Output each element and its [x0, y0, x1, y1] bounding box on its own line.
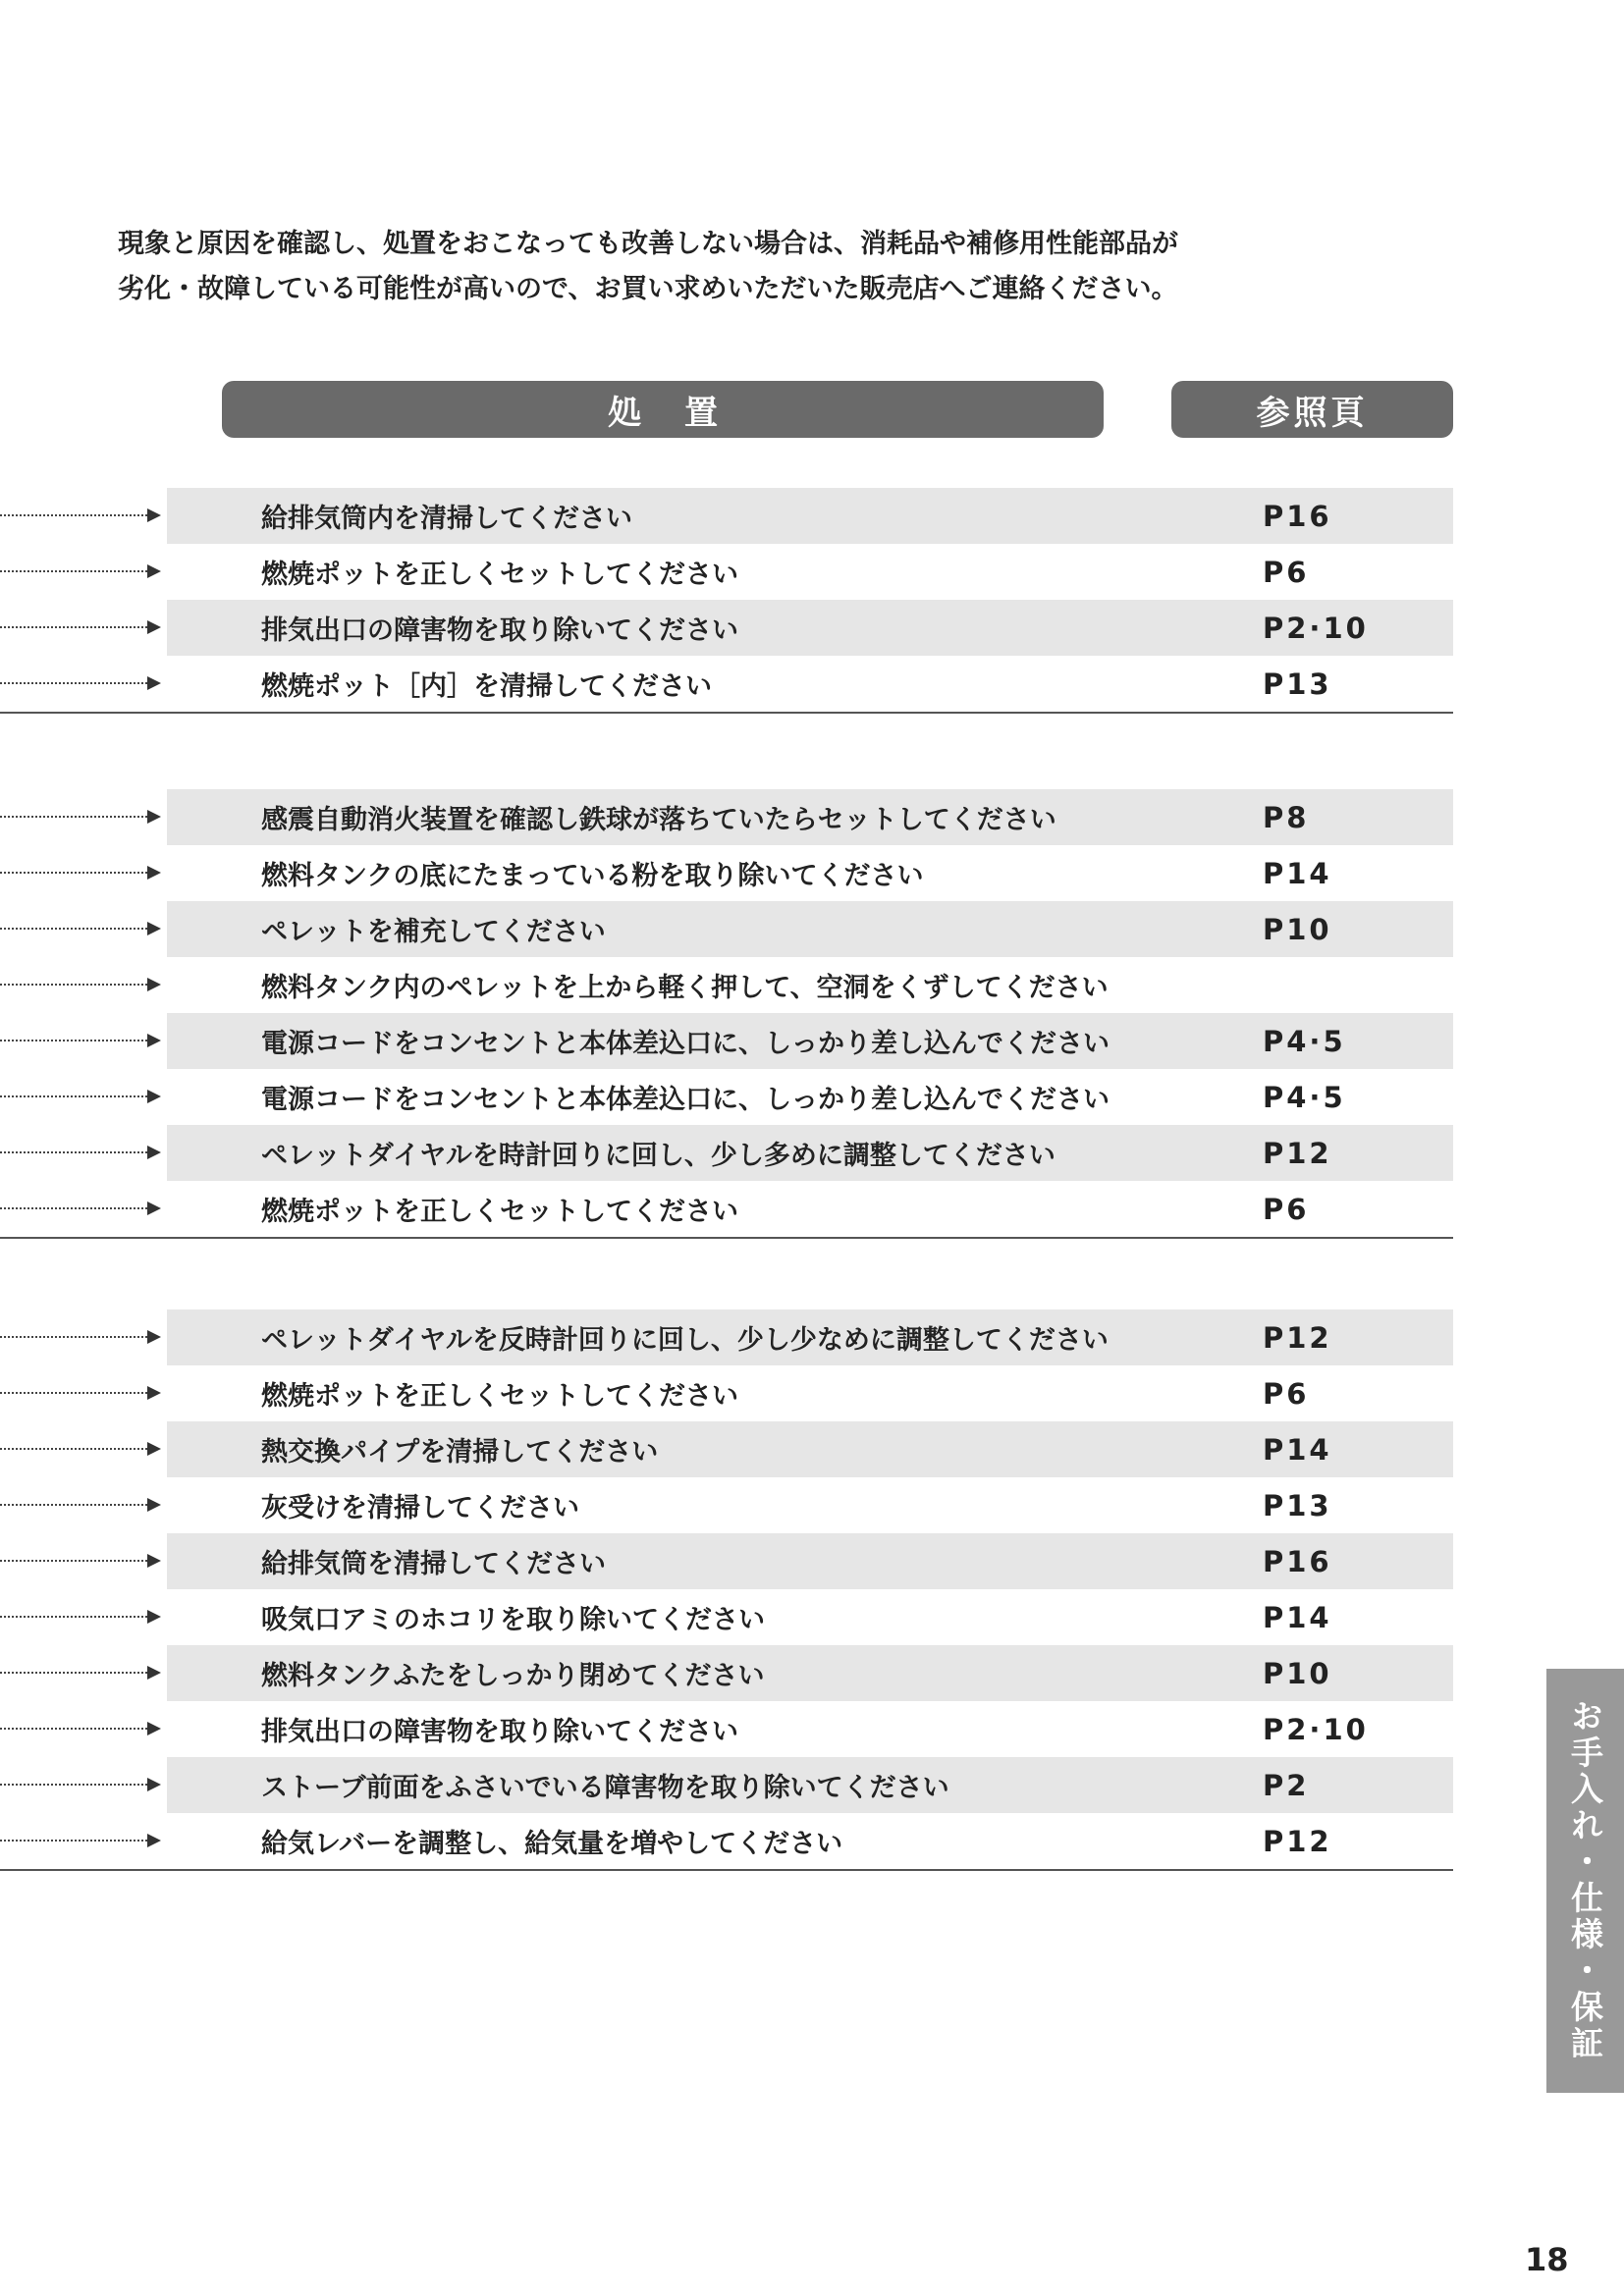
arrow-right-icon — [147, 1610, 161, 1624]
dotted-leader-line — [0, 1040, 147, 1041]
arrow-right-icon — [147, 1666, 161, 1680]
reference-page: P6 — [1263, 555, 1310, 589]
table-row — [0, 1365, 1453, 1421]
remedy-action: ペレットを補充してください — [261, 917, 606, 947]
dotted-leader-line — [0, 928, 147, 930]
remedy-action: 燃料タンク内のペレットを上から軽く押して、空洞をくずしてください — [261, 973, 1109, 1003]
dotted-leader-line — [0, 1207, 147, 1209]
table-row — [0, 1421, 1453, 1477]
reference-page: P8 — [1263, 800, 1310, 834]
reference-page: P6 — [1263, 1376, 1310, 1411]
dotted-leader-line — [0, 1095, 147, 1097]
remedy-action: 吸気口アミのホコリを取り除いてください — [261, 1605, 765, 1635]
arrow-right-icon — [147, 1442, 161, 1456]
intro-line-2: 劣化・故障している可能性が高いので、お買い求めいただいた販売店へご連絡ください。 — [118, 274, 1178, 304]
dotted-leader-line — [0, 514, 147, 516]
remedy-action: 電源コードをコンセントと本体差込口に、しっかり差し込んでください — [261, 1029, 1110, 1059]
arrow-right-icon — [147, 564, 161, 578]
dotted-leader-line — [0, 816, 147, 818]
dotted-leader-line — [0, 570, 147, 572]
reference-page: P4·5 — [1263, 1024, 1346, 1058]
remedy-action: ペレットダイヤルを時計回りに回し、少し多めに調整してください — [261, 1141, 1056, 1171]
table-row — [0, 488, 1453, 544]
remedy-action: 燃焼ポットを正しくセットしてください — [261, 1381, 738, 1412]
table-row — [0, 1813, 1453, 1869]
arrow-right-icon — [147, 676, 161, 690]
arrow-right-icon — [147, 1498, 161, 1512]
table-row — [0, 1757, 1453, 1813]
arrow-right-icon — [147, 1090, 161, 1103]
remedy-action: 燃焼ポットを正しくセットしてください — [261, 1197, 738, 1227]
reference-page: P4·5 — [1263, 1080, 1346, 1114]
reference-page: P12 — [1263, 1824, 1332, 1858]
remedy-action: 排気出口の障害物を取り除いてください — [261, 615, 738, 646]
dotted-leader-line — [0, 984, 147, 986]
dotted-leader-line — [0, 682, 147, 684]
table-row — [0, 1589, 1453, 1645]
reference-page: P13 — [1263, 667, 1332, 701]
arrow-right-icon — [147, 810, 161, 824]
dotted-leader-line — [0, 1336, 147, 1338]
reference-page: P14 — [1263, 856, 1332, 890]
arrow-right-icon — [147, 1722, 161, 1735]
remedy-action: 感震自動消火装置を確認し鉄球が落ちていたらセットしてください — [261, 805, 1056, 835]
reference-page: P2·10 — [1263, 611, 1369, 645]
remedy-action: 熱交換パイプを清掃してください — [261, 1437, 659, 1468]
reference-page: P2·10 — [1263, 1712, 1369, 1746]
arrow-right-icon — [147, 866, 161, 880]
page-number: 18 — [1525, 2241, 1569, 2278]
dotted-leader-line — [0, 1616, 147, 1618]
section-side-tab-label: お手入れ・仕様・保証 — [1566, 1699, 1604, 2062]
arrow-right-icon — [147, 1201, 161, 1215]
reference-page: P13 — [1263, 1488, 1332, 1522]
table-row — [0, 789, 1453, 845]
table-row — [0, 901, 1453, 957]
table-row — [0, 1477, 1453, 1533]
table-row — [0, 1069, 1453, 1125]
remedy-action: 給排気筒内を清掃してください — [261, 504, 632, 534]
reference-page: P2 — [1263, 1768, 1310, 1802]
dotted-leader-line — [0, 1728, 147, 1730]
remedy-action: 燃料タンクふたをしっかり閉めてください — [261, 1661, 765, 1691]
reference-page: P14 — [1263, 1432, 1332, 1467]
dotted-leader-line — [0, 1672, 147, 1674]
arrow-right-icon — [147, 1554, 161, 1568]
table-row — [0, 957, 1453, 1013]
reference-page: P14 — [1263, 1600, 1332, 1634]
dotted-leader-line — [0, 1840, 147, 1842]
dotted-leader-line — [0, 1504, 147, 1506]
reference-page: P16 — [1263, 499, 1332, 533]
reference-page: P16 — [1263, 1544, 1332, 1578]
intro-text — [118, 222, 1335, 312]
reference-page: P12 — [1263, 1136, 1332, 1170]
dotted-leader-line — [0, 872, 147, 874]
arrow-right-icon — [147, 1330, 161, 1344]
remedy-group — [0, 789, 1453, 1239]
arrow-right-icon — [147, 1146, 161, 1159]
action-column-header: 処置 — [222, 381, 1104, 438]
table-row — [0, 1645, 1453, 1701]
arrow-right-icon — [147, 1834, 161, 1847]
remedy-action: 灰受けを清掃してください — [261, 1493, 579, 1523]
table-row — [0, 1701, 1453, 1757]
dotted-leader-line — [0, 626, 147, 628]
table-row — [0, 1125, 1453, 1181]
remedy-action: 給気レバーを調整し、給気量を増やしてください — [261, 1829, 843, 1859]
remedy-action: ペレットダイヤルを反時計回りに回し、少し少なめに調整してください — [261, 1325, 1109, 1356]
table-row — [0, 845, 1453, 901]
section-side-tab — [1546, 1669, 1624, 2093]
dotted-leader-line — [0, 1448, 147, 1450]
reference-page-column-header: 参照頁 — [1171, 381, 1453, 438]
arrow-right-icon — [147, 1386, 161, 1400]
remedy-action: 電源コードをコンセントと本体差込口に、しっかり差し込んでください — [261, 1085, 1110, 1115]
arrow-right-icon — [147, 620, 161, 634]
dotted-leader-line — [0, 1560, 147, 1562]
arrow-right-icon — [147, 978, 161, 991]
table-row — [0, 544, 1453, 600]
reference-page: P10 — [1263, 1656, 1332, 1690]
intro-line-1: 現象と原因を確認し、処置をおこなっても改善しない場合は、消耗品や補修用性能部品が — [118, 229, 1178, 259]
dotted-leader-line — [0, 1392, 147, 1394]
remedy-action: 燃焼ポットを正しくセットしてください — [261, 560, 738, 590]
remedy-action: 排気出口の障害物を取り除いてください — [261, 1717, 738, 1747]
arrow-right-icon — [147, 922, 161, 935]
reference-page: P12 — [1263, 1320, 1332, 1355]
arrow-right-icon — [147, 1778, 161, 1791]
table-row — [0, 600, 1453, 656]
dotted-leader-line — [0, 1151, 147, 1153]
remedy-group — [0, 488, 1453, 714]
arrow-right-icon — [147, 508, 161, 522]
table-row — [0, 1309, 1453, 1365]
dotted-leader-line — [0, 1784, 147, 1786]
table-row — [0, 1181, 1453, 1237]
remedy-group — [0, 1309, 1453, 1871]
remedy-action: 給排気筒を清掃してください — [261, 1549, 606, 1579]
reference-page: P6 — [1263, 1192, 1310, 1226]
remedy-action: ストーブ前面をふさいでいる障害物を取り除いてください — [261, 1773, 949, 1803]
remedy-action: 燃料タンクの底にたまっている粉を取り除いてください — [261, 861, 924, 891]
table-row — [0, 656, 1453, 712]
table-row — [0, 1013, 1453, 1069]
reference-page: P10 — [1263, 912, 1332, 946]
arrow-right-icon — [147, 1034, 161, 1047]
remedy-action: 燃焼ポット［内］を清掃してください — [261, 671, 712, 702]
table-row — [0, 1533, 1453, 1589]
